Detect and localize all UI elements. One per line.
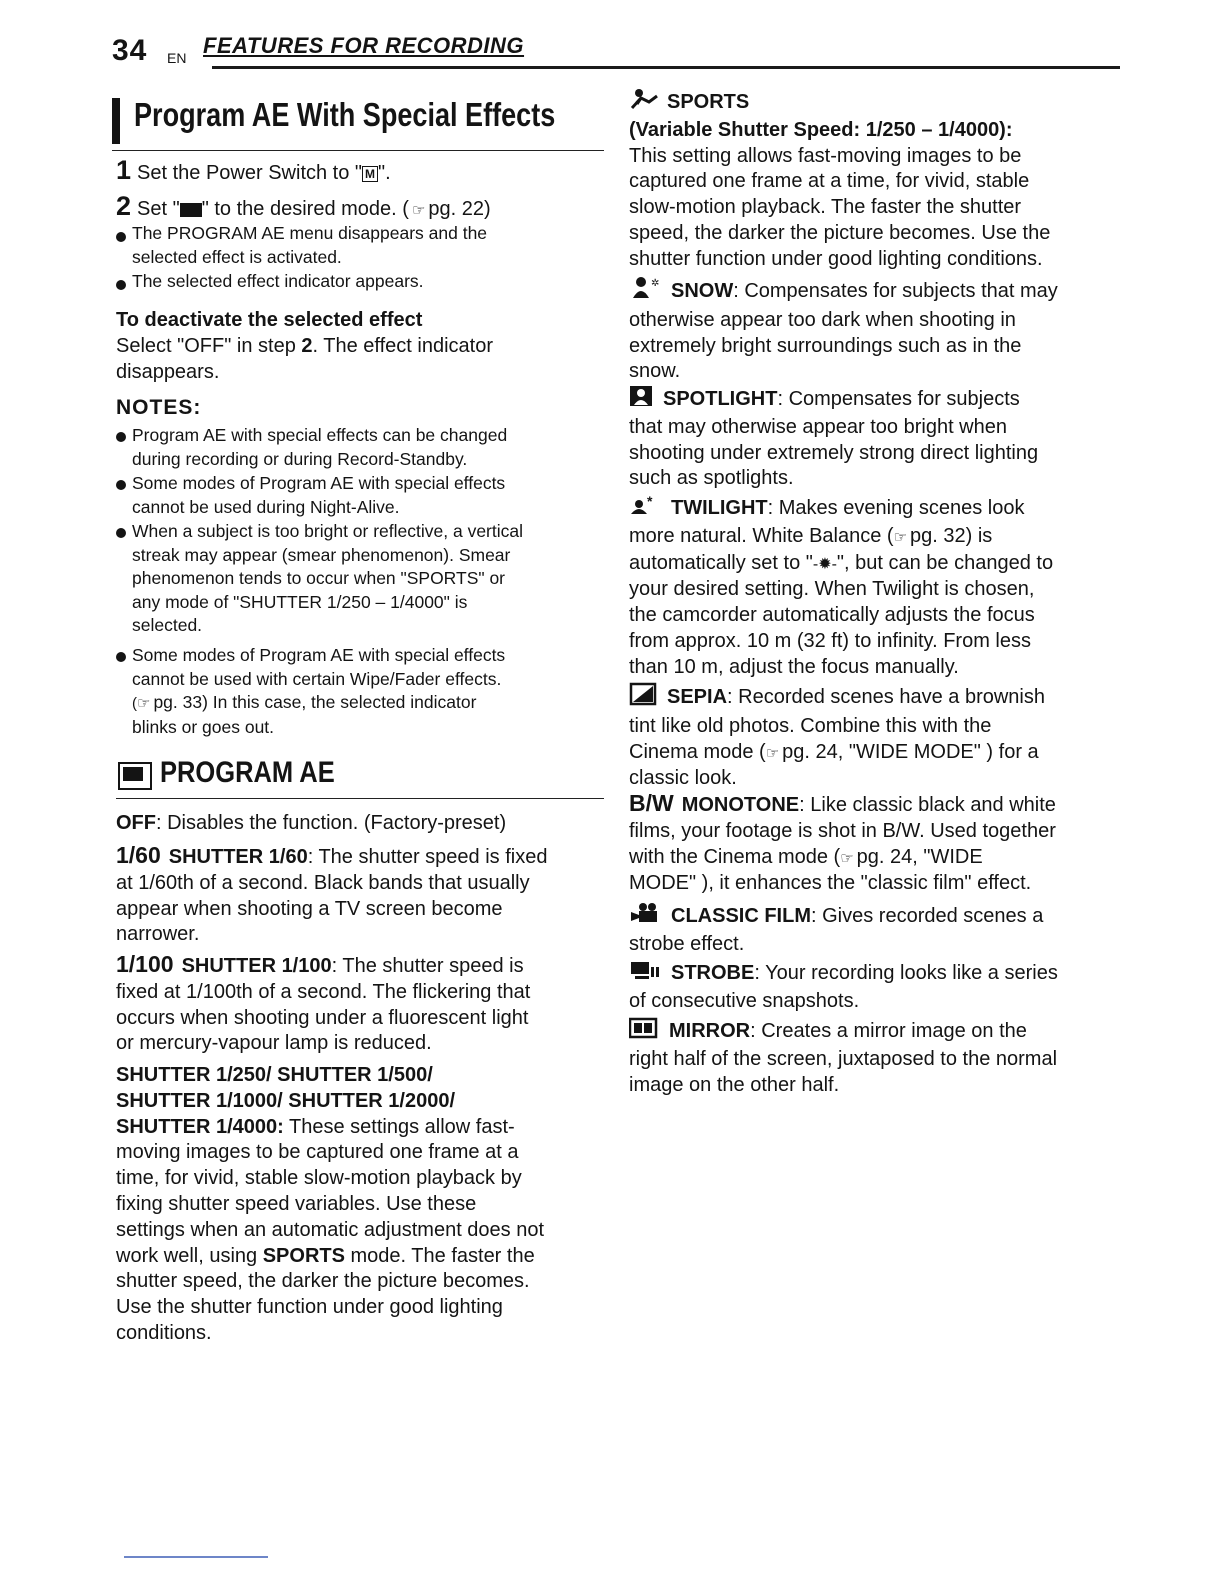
line: blinks or goes out. [132,716,275,737]
note-3 [132,520,523,638]
line: snow. [629,360,681,383]
line: Use the shutter function under good lighting [116,1296,503,1319]
line: selected. [132,615,203,636]
program-ae-heading-block [116,756,604,799]
line: Some modes of Program AE with special effects [132,473,506,493]
page-header [112,30,1120,70]
line: fixing shutter speed variables. Use these [116,1192,477,1215]
page-title: Program AE With Special Effects [134,96,556,133]
note-2 [132,472,505,519]
line: your desired setting. When Twilight is chosen, [629,578,1035,601]
bullet-icon [116,432,126,442]
page-ref-icon: ☞ [411,202,426,219]
language-code: EN [167,50,187,66]
line: shooting under extremely strong direct lighting [629,441,1039,464]
step-text: Set " [137,198,180,220]
text: : Compensates for subjects [777,388,1020,411]
title-bar [112,98,120,144]
text: : Recorded scenes have a brownish [727,686,1045,709]
note-1 [132,424,507,471]
line: streak may appear (smear phenomenon). Smear [132,544,511,565]
line: image on the other half. [629,1073,840,1096]
strobe-entry [629,959,1058,1015]
text: : The shutter speed is fixed [307,846,548,868]
entry-label: STROBE [671,962,755,985]
step-number: 2 [116,191,132,221]
notes-heading: NOTES: [116,396,202,419]
sports-entry [629,88,1050,273]
deactivate-heading: To deactivate the selected effect [116,309,423,331]
step-number: 1 [116,155,132,185]
line: right half of the screen, juxtaposed to the normal [629,1047,1058,1070]
line: during recording or during Record-Standby. [132,448,468,469]
program-ae-icon [118,762,152,790]
program-ae-heading: PROGRAM AE [160,756,335,789]
text: with the Cinema mode ( [629,845,841,868]
mirror-icon [629,1017,661,1047]
line: the camcorder automatically adjusts the focus [629,604,1035,627]
line: tint like old photos. Combine this with the [629,714,992,737]
text: Cinema mode ( [629,740,766,763]
line: Program AE with special effects can be changed [132,425,508,445]
line: fixed at 1/100th of a second. The flickering that [116,980,531,1003]
sports-icon [629,88,659,118]
line: time, for vivid, stable slow-motion playback by [116,1167,522,1190]
monotone-icon: B/W [629,790,674,816]
step-text: Set the Power Switch to " [137,162,363,184]
entry-label: OFF [116,812,156,834]
shutter-100-icon: 1/100 [116,951,174,977]
text: pg. 32) is [910,524,993,547]
spotlight-entry [629,385,1038,492]
line: phenomenon tends to occur when "SPORTS" or [132,568,506,589]
text: : Creates a mirror image on the [750,1020,1027,1043]
line: cannot be used with certain Wipe/Fader effects. [132,668,502,689]
line: disappears. [116,360,220,383]
line: narrower. [116,923,200,946]
header-rule [212,66,1120,69]
page-ref-icon: ☞ [765,744,780,762]
sepia-entry [629,682,1045,792]
line: moving images to be captured one frame at a [116,1141,519,1164]
manual-mode-icon: M [362,166,378,182]
line: slow-motion playback. The faster the shutter [629,196,1022,219]
note-4 [132,644,505,739]
text: ", but can be changed to [836,551,1054,574]
text: : Makes evening scenes look [767,497,1025,520]
text: : Like classic black and white [799,794,1056,816]
svg-text:✲: ✲ [651,278,660,289]
step-ref-bold: 2 [301,335,313,357]
line: This setting allows fast-moving images to be [629,144,1022,167]
entry-label: SHUTTER 1/100 [181,955,332,977]
line: occurs when shooting under a fluorescent light [116,1006,529,1029]
line: any mode of "SHUTTER 1/250 – 1/4000" is [132,591,468,612]
entry-label: SPOTLIGHT [663,388,778,411]
step-bullet-1 [132,222,487,269]
shutter-multi-entry [116,1063,544,1347]
entry-sublabel: (Variable Shutter Speed: 1/250 – 1/4000): [629,118,1013,141]
text: : Gives recorded scenes a [811,905,1044,928]
text: automatically set to " [629,551,813,574]
entry-label: SPORTS [667,91,750,114]
line: that may otherwise appear too bright when [629,415,1007,438]
text: : The shutter speed is [331,955,524,977]
text: pg. 33) In this case, the selected indicator [153,692,477,713]
entry-label: SHUTTER 1/4000: [116,1115,284,1138]
line: films, your footage is shot in B/W. Used together [629,819,1056,842]
line: such as spotlights. [629,467,794,490]
line: Some modes of Program AE with special effects [132,645,506,665]
line: settings when an automatic adjustment does not [116,1218,545,1241]
off-entry [116,811,506,837]
page-ref-icon: ☞ [840,849,854,867]
text: Select "OFF" in step [116,335,302,357]
step-ref: pg. 22) [428,198,491,220]
entry-label: SHUTTER 1/1000/ SHUTTER 1/2000/ [116,1089,456,1112]
sun-icon: -✹- [812,555,837,573]
line: The PROGRAM AE menu disappears and the [132,223,488,243]
entry-label: SHUTTER 1/60 [168,846,308,868]
mirror-entry [629,1017,1057,1098]
bullet-icon [116,480,126,490]
entry-label: SEPIA [667,686,728,709]
line: conditions. [116,1321,212,1344]
line: from approx. 10 m (32 ft) to infinity. From less [629,629,1031,652]
shutter-60-entry [116,843,547,948]
line: When a subject is too bright or reflective, a vertical [132,521,524,541]
text: . The effect indicator [312,335,493,357]
svg-text:*: * [647,494,653,509]
line: of consecutive snapshots. [629,989,860,1012]
shutter-60-icon: 1/60 [116,842,161,868]
spotlight-icon [629,385,655,415]
entry-label: MONOTONE [681,794,800,816]
bullet-icon [116,280,126,290]
step-text-end: ". [378,162,391,184]
step-text-mid: " to the desired mode. ( [201,198,409,220]
line: cannot be used during Night-Alive. [132,496,400,517]
step-1 [116,155,391,187]
line: MODE" ), it enhances the "classic film" effect. [629,872,1032,895]
film-camera-icon [629,902,663,932]
line: strobe effect. [629,932,745,955]
entry-label: CLASSIC FILM [671,905,811,928]
text: work well, using [116,1244,263,1267]
monotone-entry [629,791,1056,897]
text-bold: SPORTS [262,1244,345,1267]
line: otherwise appear too dark when shooting in [629,308,1016,331]
deactivate-text [116,334,493,386]
line: appear when shooting a TV screen become [116,897,503,920]
section-title: FEATURES FOR RECORDING [203,33,525,58]
bullet-icon [116,652,126,662]
text: pg. 24, "WIDE MODE" ) for a [782,740,1039,763]
text: : Disables the function. (Factory-preset) [156,812,507,834]
shutter-100-entry [116,952,530,1057]
strobe-icon [629,959,663,989]
bullet-icon [116,528,126,538]
page-number: 34 [112,34,148,67]
text: : Your recording looks like a series [754,962,1058,985]
step-bullet-2 [132,270,424,294]
line: shutter speed, the darker the picture becomes. [116,1270,530,1293]
line: The selected effect indicator appears. [132,271,424,291]
line: than 10 m, adjust the focus manually. [629,655,959,678]
program-ae-icon [180,203,202,217]
text: : Compensates for subjects that may [733,280,1058,303]
line: at 1/60th of a second. Black bands that usually [116,871,530,894]
entry-label: TWILIGHT [671,497,768,520]
step-2 [116,191,491,224]
entry-label: SNOW [671,280,734,303]
twilight-icon [629,494,663,524]
sepia-icon [629,682,659,714]
classic-film-entry [629,902,1043,958]
line: shutter function under good lighting conditions. [629,247,1043,270]
twilight-entry [629,494,1053,681]
entry-label: MIRROR [669,1020,751,1043]
text: mode. The faster the [344,1244,535,1267]
line: selected effect is activated. [132,246,342,267]
line: or mercury-vapour lamp is reduced. [116,1032,432,1055]
page-ref-icon: ☞ [893,528,908,546]
bullet-icon [116,232,126,242]
line: extremely bright surroundings such as in the [629,334,1022,357]
snow-icon [629,276,663,308]
text: These settings allow fast- [283,1115,515,1138]
line: speed, the darker the picture becomes. Use the [629,221,1051,244]
snow-entry [629,276,1058,385]
entry-label: SHUTTER 1/250/ SHUTTER 1/500/ [116,1064,433,1086]
line: captured one frame at a time, for vivid, stable [629,170,1030,193]
footer-rule [124,1556,268,1558]
text: pg. 24, "WIDE [856,845,983,868]
page-ref-icon: (☞ [132,695,151,713]
text: more natural. White Balance ( [629,524,894,547]
line: classic look. [629,767,737,790]
page-title-block [112,92,604,151]
